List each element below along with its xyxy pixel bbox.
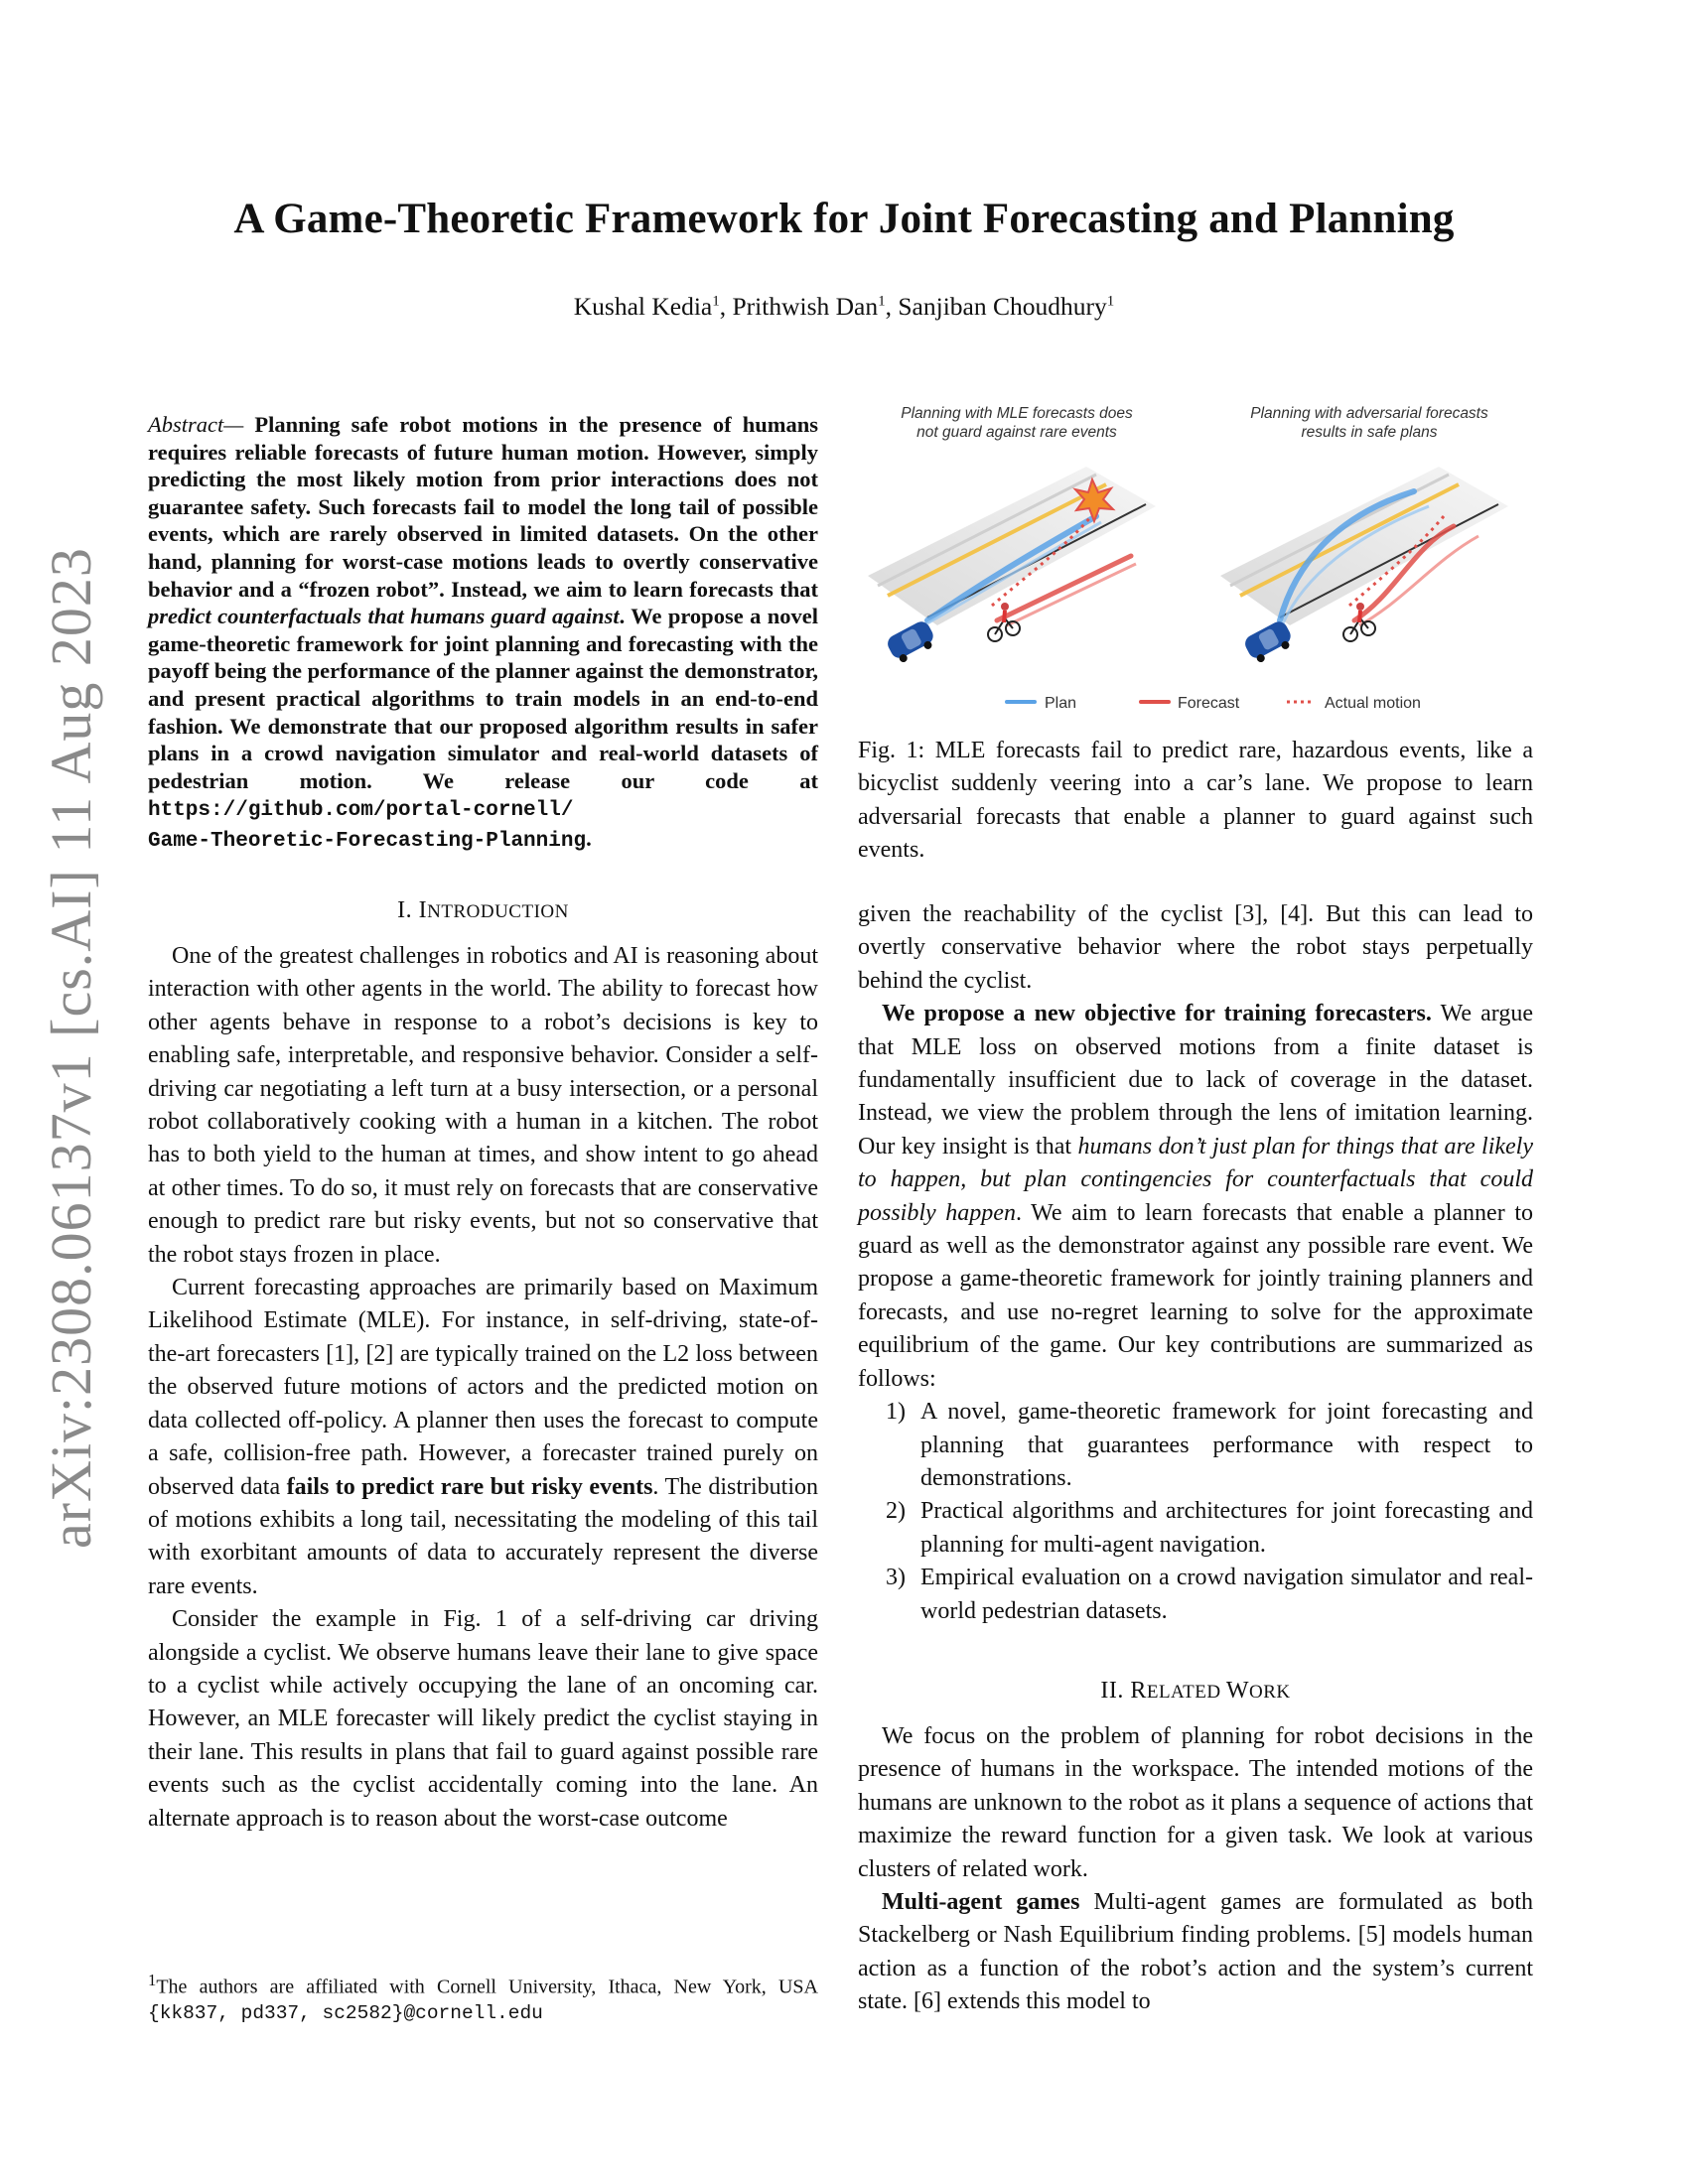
author-name: Kushal Kedia <box>573 292 713 321</box>
footnote: $^1$The authors are affiliated with Cornell University, Ithaca, New York, USA {kk837, pd337, sc2582}@cornell.edu <box>148 1971 818 2024</box>
legend-forecast: Forecast <box>1178 695 1240 712</box>
author-name: Sanjiban Choudhury <box>898 292 1107 321</box>
paragraph: One of the greatest challenges in robotics and AI is reasoning about interaction with other agents in the world. The ability to forecast how other agents behave in response to a robot’s decisions is key to enabling safe, interpretable, and responsive behavior. Consider a self-driving car negotiating a left turn at a busy intersection, or a personal robot collaboratively cooking with a human in a kitchen. The robot has to both yield to the human at times, and show intent to go ahead at other times. To do so, it must rely on forecasts that are conservative enough to predict rare but risky events, but not so conservative that the robot stays frozen in place. <box>148 943 818 1268</box>
author-emails: {kk837, pd337, sc2582}@cornell.edu <box>148 2001 543 2024</box>
right-panel-title: Planning with adversarial forecasts <box>1250 405 1488 422</box>
introduction-left <box>148 940 818 1836</box>
paragraph: We propose a new objective for training forecasters. We argue that MLE loss on observed motions from a finite dataset is fundamentally insufficient due to lack of coverage in the dataset. Instead, we view the problem through the lens of imitation learning. Our key insight is that humans don’t just plan for things that are likely to happen, but plan contingencies for counterfactuals that could possibly happen. We aim to learn forecasts that enable a planner to guard as well as the demonstrator against any possible rare event. We propose a game-theoretic framework for jointly training planners and forecasts, and use no-regret learning to solve for the approximate equilibrium of the game. Our key contributions are summarized as follows: <box>858 1001 1534 1392</box>
paragraph: Multi-agent games Multi-agent games are formulated as both Stackelberg or Nash Equilibrium finding problems. [5] models human action as a function of the robot’s action and the system’s current state. [6] extends this model to <box>858 1889 1534 2015</box>
abstract: Abstract— Planning safe robot motions in the presence of humans requires reliable forecasts of future human motion. However, simply predicting the most likely motion from prior interactions does not guarantee safety. Such forecasts fail to model the long tail of possible events, which are rarely observed in limited datasets. On the other hand, planning for worst-case motions leads to overtly conservative behavior and a “frozen robot”. Instead, we aim to learn forecasts that predict counterfactuals that humans guard against. We propose a novel game-theoretic framework for joint planning and forecasting with the payoff being the performance of the planner against the demonstrator, and present practical algorithms to train models in an end-to-end fashion. We demonstrate that our proposed algorithm results in safer plans in a crowd navigation simulator and real-world datasets of pedestrian motion. We release our code at https://github.com/portal-cornell/ Game-Theoretic-Forecasting-Planning. <box>148 412 818 853</box>
legend-actual: Actual motion <box>1325 695 1421 712</box>
section-heading-related-work: II. RELATED WORK <box>1100 1678 1291 1704</box>
legend-plan: Plan <box>1045 695 1077 712</box>
author-list: Kushal Kedia$^1$, Prithwish Dan$^1$, Sanjiban Choudhury$^1$ <box>573 292 1115 321</box>
author-name: Prithwish Dan <box>732 292 879 321</box>
code-url[interactable]: https://github.com/portal-cornell/ Game-Theoretic-Forecasting-Planning <box>148 799 587 853</box>
paragraph: Current forecasting approaches are primarily based on Maximum Likelihood Estimate (MLE). For instance, in self-driving, state-of-the-art forecasters [1], [2] are typically trained on the L2 loss between the observed future motions of actors and the predicted motion on data collected off-policy. A planner then uses the forecast to compute a safe, collision-free path. However, a forecaster trained purely on observed data fails to predict rare but risky events. The distribution of motions exhibits a long tail, necessitating the modeling of this tail with exorbitant amounts of data to accurately represent the diverse rare events. <box>148 1275 818 1599</box>
section-heading-introduction: I. INTRODUCTION <box>397 897 569 923</box>
left-panel-title: Planning with MLE forecasts does <box>901 405 1133 422</box>
abstract-label: Abstract— <box>148 412 244 437</box>
related-work <box>858 1720 1533 2019</box>
figure-1 <box>858 397 1533 725</box>
figure-illustration <box>858 397 1533 725</box>
figure-legend <box>1007 695 1421 712</box>
left-panel-title: not guard against rare events <box>916 424 1117 441</box>
paragraph: given the reachability of the cyclist [3], [4]. But this can lead to overtly conservative behavior where the robot stays perpetually behind the cyclist. <box>858 901 1533 994</box>
right-panel-scene <box>1220 467 1508 665</box>
paragraph: We focus on the problem of planning for robot decisions in the presence of humans in the workspace. The intended motions of the humans are unknown to the robot as it plans a sequence of actions that maximize the reward function for a given task. We look at various clusters of related work. <box>858 1723 1533 1882</box>
paper-title: A Game-Theoretic Framework for Joint Forecasting and Planning <box>233 196 1455 242</box>
list-item: 2) Practical algorithms and architectures for joint forecasting and planning for multi-agent navigation. <box>886 1498 1533 1558</box>
list-item: 3) Empirical evaluation on a crowd navigation simulator and real-world pedestrian datasets. <box>886 1565 1533 1624</box>
list-item: 1) A novel, game-theoretic framework for joint forecasting and planning that guarantees performance with respect to demonstrations. <box>886 1399 1533 1491</box>
paragraph: Consider the example in Fig. 1 of a self-driving car driving alongside a cyclist. We observe humans leave their lane to give space to a cyclist while actively occupying the lane of an oncoming car. However, an MLE forecaster will likely predict the cyclist staying in their lane. This results in plans that fail to guard against possible rare events such as the cyclist accidentally coming into the lane. An alternate approach is to reason about the worst-case outcome <box>148 1606 818 1832</box>
figure-caption: Fig. 1: MLE forecasts fail to predict rare, hazardous events, like a bicyclist suddenly veering into a car’s lane. We propose to learn adversarial forecasts that enable a planner to guard against such events. <box>858 738 1533 864</box>
left-panel-scene <box>868 467 1156 665</box>
arxiv-id: arXiv:2308.06137v1 [cs.AI] 11 Aug 2023 <box>39 547 103 1549</box>
right-panel-title: results in safe plans <box>1301 424 1438 441</box>
introduction-right <box>858 898 1533 1628</box>
contributions-list <box>858 1396 1533 1628</box>
